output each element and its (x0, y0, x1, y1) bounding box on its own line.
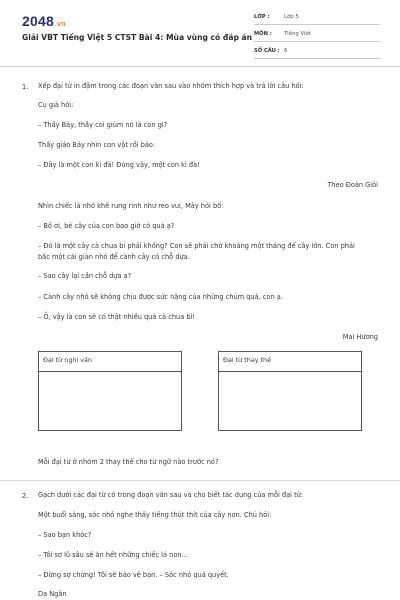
logo-suffix: .vn (54, 21, 66, 28)
passage-source: Mai Hương (342, 333, 378, 341)
logo-text: 2048 (22, 13, 54, 29)
passage-source (327, 181, 378, 190)
passage-line: – Đừng sợ chứng! Tôi sẽ bảo vệ bạn. – Sóc nhỏ quả quyết. (38, 571, 229, 579)
question-prompt: Gạch dưới các đại từ có trong đoạn văn sau và cho biết tác dụng của mỗi đại từ: (38, 491, 304, 499)
meta-row-class (254, 13, 380, 25)
site-logo[interactable] (22, 13, 66, 29)
box-header (219, 352, 361, 372)
passage-line: – Đó là một cây cà chua bi phải không? Con sẽ phải chờ khoảng một tháng để cây lớn. Con phải (38, 242, 355, 250)
meta-underline (254, 24, 380, 25)
meta-value: Lớp 5 (284, 14, 299, 20)
box-label: Đại từ nghi vấn (43, 356, 92, 364)
passage-line: – Tôi sợ lũ sâu sẽ ăn hết những chiếc lá non... (38, 551, 188, 559)
passage-source: Dạ Ngân (38, 590, 67, 598)
passage-line: – Sao cây lại cần chỗ dựa ạ? (38, 272, 132, 280)
passage-line: – Thầy Bảy, thầy coi giùm nó là con gì? (38, 121, 168, 129)
passage-line: – Sao bạn khóc? (38, 531, 92, 539)
passage-line: – Ồ, vậy là con sẽ có thật nhiều quả cà chua bi! (38, 313, 196, 321)
passage-line: – Đây là một con kì đà! Đúng vậy, một con kì đà! (38, 161, 200, 169)
meta-value: Tiếng Việt (284, 31, 311, 37)
question-divider (0, 480, 400, 481)
meta-underline (254, 41, 380, 42)
meta-row-subject (254, 30, 380, 42)
passage-line: Một buổi sáng, sóc nhỏ nghe thấy tiếng thút thít của cây non. Chú hỏi: (38, 511, 272, 519)
question-prompt: Xếp đại từ in đậm trong các đoạn văn sau vào nhóm thích hợp và trả lời câu hỏi: (38, 82, 304, 90)
meta-info (254, 13, 380, 64)
meta-key: MÔN : (254, 31, 272, 37)
meta-row-count (254, 47, 380, 59)
passage-line: – Cành cây nhỏ sẽ không chịu được sức nặng của những chùm quả, con ạ. (38, 293, 283, 301)
question-number: 2. (22, 492, 29, 500)
passage-line: Thầy giáo Bảy nhìn con vật rồi bảo: (38, 141, 156, 149)
meta-value: 6 (284, 48, 288, 54)
passage-line: – Bố ơi, bé cây của con bao giờ có quả ạ? (38, 222, 175, 230)
source-prefix: Theo (327, 181, 344, 189)
meta-key: SỐ CÂU : (254, 48, 280, 54)
passage-line: bắc một cái giàn nhỏ để cành cây có chỗ dựa. (38, 253, 190, 261)
passage-line: Cụ già hỏi: (38, 101, 74, 109)
document-title: Giải VBT Tiếng Việt 5 CTST Bài 4: Mùa vùng có đáp án (22, 33, 253, 42)
box-header (39, 352, 181, 372)
passage-line: Nhìn chiếc lá nhỏ khẽ rung rinh như reo vui, Mây hỏi bố: (38, 202, 224, 210)
meta-key: LỚP : (254, 14, 270, 20)
box-label: Đại từ thay thế (223, 356, 272, 364)
answer-box-substitute[interactable] (218, 351, 362, 431)
meta-underline (254, 58, 380, 59)
header-divider (0, 66, 400, 67)
answer-box-interrogative[interactable] (38, 351, 182, 431)
source-author: Đoàn Giỏi (343, 181, 378, 189)
question-number: 1. (22, 83, 29, 91)
followup-question: Mỗi đại từ ở nhóm 2 thay thế cho từ ngữ nào trước nó? (38, 458, 219, 466)
